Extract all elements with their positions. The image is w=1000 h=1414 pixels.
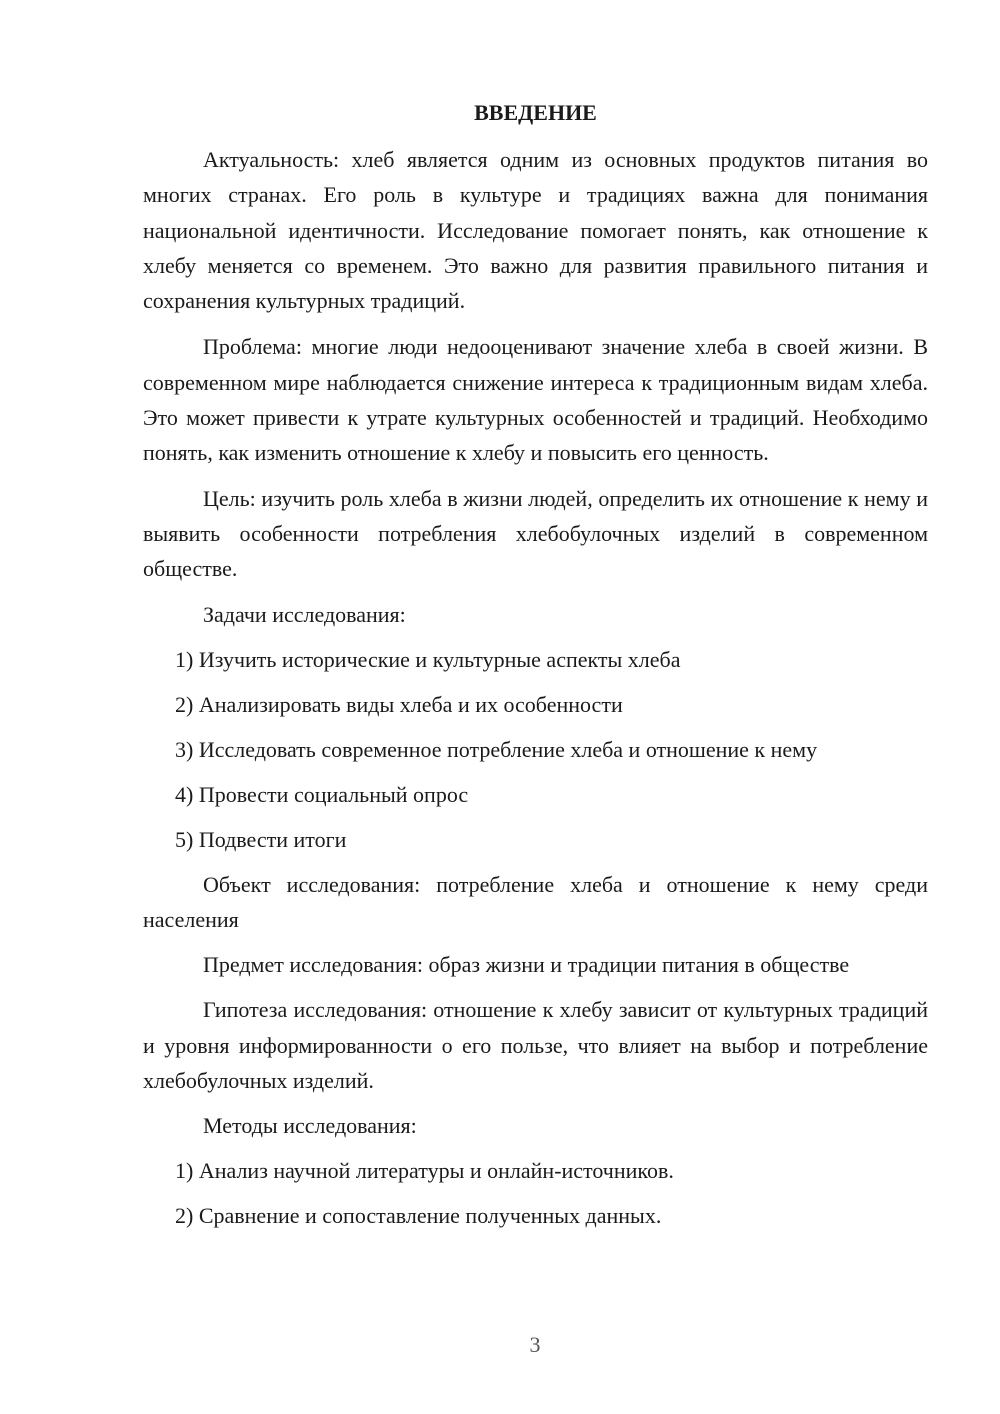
task-item: 2) Анализировать виды хлеба и их особенности	[175, 691, 623, 717]
task-item: 5) Подвести итоги	[175, 826, 347, 852]
method-item: 2) Сравнение и сопоставление полученных данных.	[175, 1203, 662, 1229]
method-item: 1) Анализ научной литературы и онлайн-источников.	[175, 1158, 674, 1184]
hypothesis-paragraph: Гипотеза исследования: отношение к хлебу зависит от культурных традиций и уровня информированности о его пользе, что влияет на выбор и потребление хлебобулочных изделий.	[143, 997, 928, 1094]
problem-paragraph: Проблема: многие люди недооценивают значение хлеба в своей жизни. В современном мире наблюдается снижение интереса к традиционным видам хлеба. Это может привести к утрате культурных особенностей и традиций. Необходимо понять, как изменить отношение к хлебу и повысить его ценность.	[143, 334, 928, 466]
subject-paragraph: Предмет исследования: образ жизни и традиции питания в обществе	[203, 952, 850, 978]
page-title: ВВЕДЕНИЕ	[474, 100, 597, 125]
page-number: 3	[529, 1332, 541, 1357]
methods-heading: Методы исследования:	[203, 1113, 417, 1139]
tasks-heading: Задачи исследования:	[203, 601, 406, 627]
object-paragraph: Объект исследования: потребление хлеба и отношение к нему среди населения	[143, 871, 928, 932]
task-item: 3) Исследовать современное потребление хлеба и отношение к нему	[175, 736, 818, 762]
task-item: 4) Провести социальный опрос	[175, 781, 469, 807]
relevance-paragraph: Актуальность: хлеб является одним из основных продуктов питания во многих странах. Его роль в культуре и традициях важна для понимания национальной идентичности. Исследование помогает понять, как отношение к хлебу меняется со временем. Это важно для развития правильного питания и сохранения культурных традиций.	[143, 147, 928, 314]
goal-paragraph: Цель: изучить роль хлеба в жизни людей, определить их отношение к нему и выявить особенности потребления хлебобулочных изделий в современном обществе.	[143, 485, 928, 582]
document-page	[143, 95, 928, 1243]
task-item: 1) Изучить исторические и культурные аспекты хлеба	[175, 646, 681, 672]
